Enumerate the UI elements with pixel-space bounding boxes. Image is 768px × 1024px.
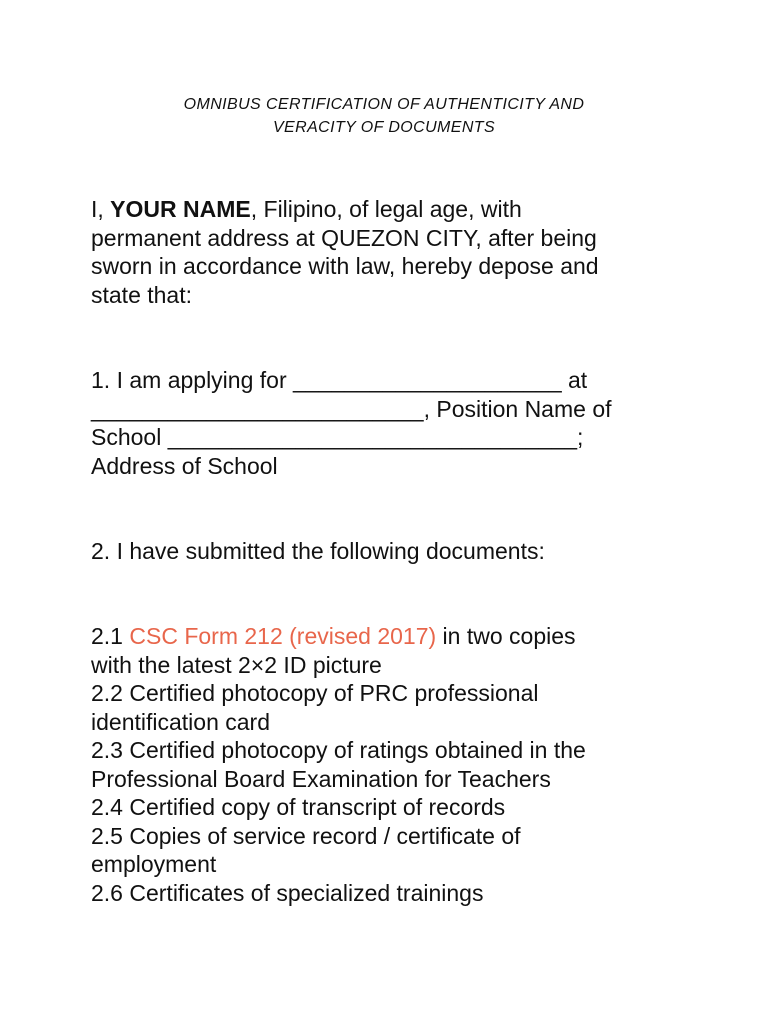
document-item-2-5: 2.5 Copies of service record / certificate of (91, 822, 521, 849)
document-title (0, 93, 768, 139)
documents-list (91, 622, 691, 907)
document-item-2-3-line-2: Professional Board Examination for Teachers (91, 765, 551, 792)
doc-2-1-rest: in two copies (436, 623, 576, 649)
document-item-2-2-line-2: identification card (91, 708, 270, 735)
csc-form-212-link[interactable]: CSC Form 212 (revised 2017) (129, 623, 437, 649)
document-item-2-1-line-2: with the latest 2×2 ID picture (91, 651, 382, 678)
document-item-2-5-line-2: employment (91, 851, 217, 877)
item-1-line-2: __________________________, Position Name of (91, 395, 612, 422)
intro-line-1 (91, 195, 691, 224)
document-item-2-1 (91, 622, 691, 651)
document-item-2-4: 2.4 Certified copy of transcript of records (91, 794, 506, 820)
item-1-line-3: School ________________________________; (91, 424, 584, 450)
intro-line-4: state that: (91, 281, 193, 308)
item-1-paragraph (91, 366, 691, 480)
intro-line-1-rest: , Filipino, of legal age, with (250, 196, 522, 222)
doc-2-1-prefix: 2.1 (91, 623, 130, 649)
document-item-2-2: 2.2 Certified photocopy of PRC professional (91, 680, 539, 706)
intro-line-2: permanent address at QUEZON CITY, after being (91, 224, 597, 251)
item-2-line-1: 2. I have submitted the following documents: (91, 538, 545, 564)
item-2-paragraph (91, 537, 691, 566)
item-1-line-4: Address of School (91, 452, 278, 479)
intro-prefix: I, (91, 196, 111, 222)
intro-line-3: sworn in accordance with law, hereby depose and (91, 253, 599, 279)
affiant-name: YOUR NAME (110, 196, 251, 222)
intro-paragraph (91, 195, 691, 309)
title-line-1: OMNIBUS CERTIFICATION OF AUTHENTICITY AND (183, 96, 585, 113)
document-item-2-6: 2.6 Certificates of specialized trainings (91, 879, 484, 906)
item-1-line-1: 1. I am applying for _____________________ at (91, 367, 588, 393)
document-item-2-3: 2.3 Certified photocopy of ratings obtained in the (91, 737, 586, 763)
title-line-2: VERACITY OF DOCUMENTS (272, 119, 496, 136)
